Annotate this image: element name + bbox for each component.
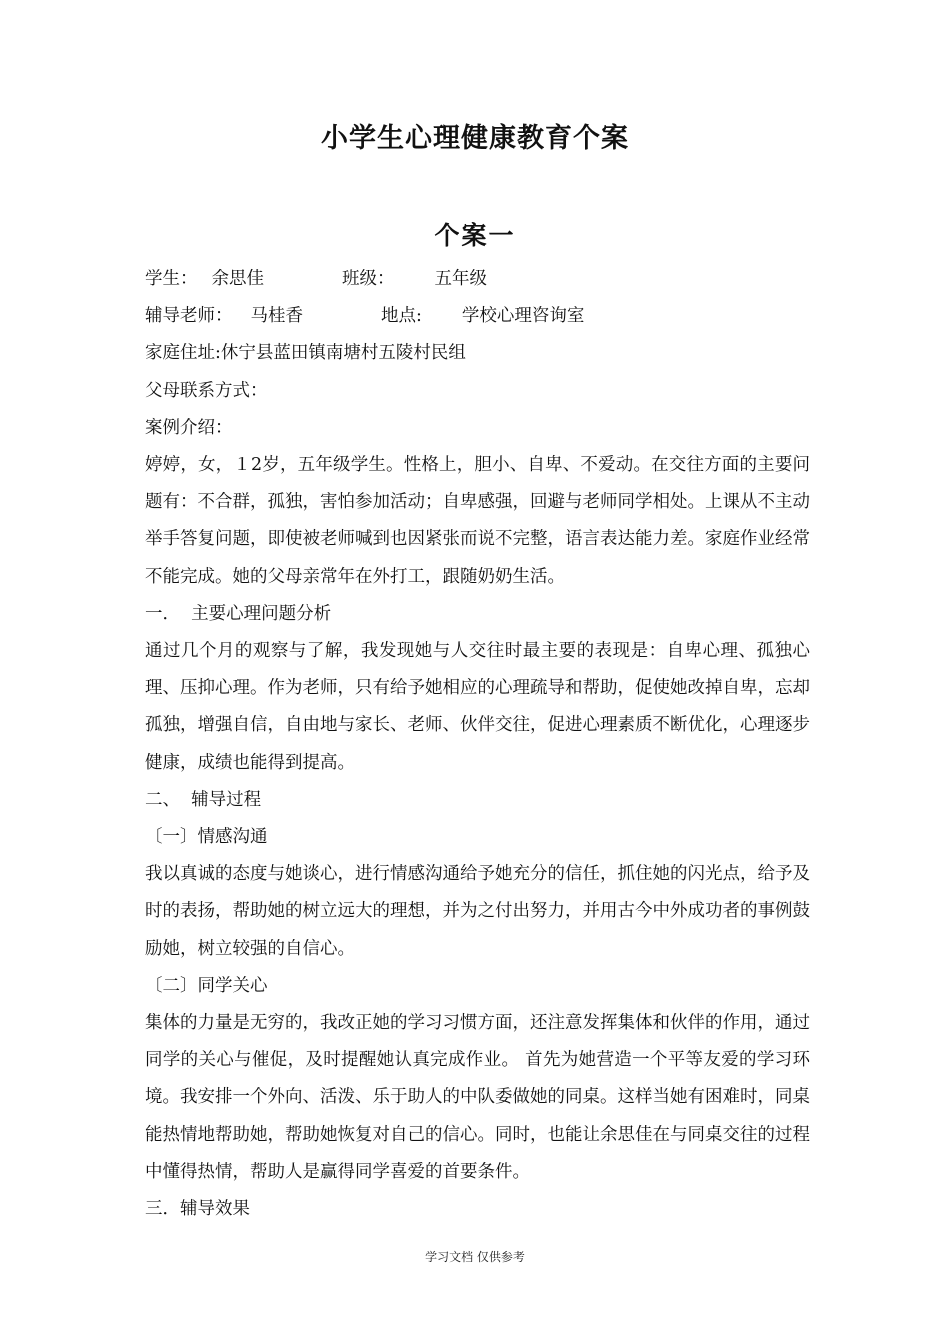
document-title: 小学生心理健康教育个案 <box>321 123 629 154</box>
section1-paragraph: 通过几个月的观察与了解，我发现她与人交往时最主要的表现是：自卑心理、孤独心理、压抑心理。作为老师，只有给予她相应的心理疏导和帮助，促使她改掉自卑，忘却孤独，增强自信，自由地与家长、老师、伙伴交往，促进心理素质不断优化，心理逐步健康，成绩也能得到提高。 <box>145 640 810 773</box>
section3-heading: 三．辅导效果 <box>145 1198 250 1219</box>
address-line: 家庭住址:休宁县蓝田镇南塘村五陵村民组 <box>145 343 466 364</box>
student-label: 学生： <box>145 269 198 289</box>
subsection1-paragraph: 我以真诚的态度与她谈心，进行情感沟通给予她充分的信任，抓住她的闪光点，给予及时的表扬，帮助她的树立远大的理想，并为之付出努力，并用古今中外成功者的事例鼓励她，树立较强的自信心。 <box>145 864 810 959</box>
class-value: 五年级 <box>434 269 487 289</box>
case-subtitle: 个案一 <box>434 221 516 250</box>
case-intro-label: 案例介绍： <box>145 417 233 438</box>
class-label: 班级： <box>342 269 395 289</box>
subsection2-heading: 〔二〕同学关心 <box>145 975 268 996</box>
teacher-info-line <box>145 298 810 335</box>
section2-heading: 二、 辅导过程 <box>145 789 262 810</box>
case-intro-paragraph: 婷婷，女，１2岁，五年级学生。性格上，胆小、自卑、不爱动。在交往方面的主要问题有：不合群，孤独，害怕参加活动；自卑感强，回避与老师同学相处。上课从不主动举手答复问题，即使被老师喊到也因紧张而说不完整，语言表达能力差。家庭作业经常不能完成。她的父母亲常年在外打工，跟随奶奶生活。 <box>145 454 810 587</box>
teacher-label: 辅导老师： <box>145 306 233 327</box>
subsection1-heading: 〔一〕情感沟通 <box>145 826 268 847</box>
document-body <box>145 261 810 1228</box>
parents-contact-line: 父母联系方式： <box>145 380 268 401</box>
section1-heading: 一． 主要心理问题分析 <box>145 603 332 624</box>
student-name: 余思佳 <box>211 269 264 289</box>
place-value: 学校心理咨询室 <box>461 306 585 327</box>
page-footer: 学习文档 仅供参考 <box>425 1250 525 1264</box>
subsection2-paragraph: 集体的力量是无穷的，我改正她的学习习惯方面，还注意发挥集体和伙伴的作用，通过同学的关心与催促，及时提醒她认真完成作业。 首先为她营造一个平等友爱的学习环境。我安排一个外向、活泼、乐于助人的中队委做她的同桌。这样当她有困难时，同桌能热情地帮助她，帮助她恢复对自己的信心。同时，也能让余思佳在与同桌交往的过程中懂得热情，帮助人是赢得同学喜爱的首要条件。 <box>145 1012 810 1182</box>
teacher-name: 马桂香 <box>250 306 303 327</box>
place-label: 地点: <box>381 306 422 327</box>
student-info-line <box>145 261 810 298</box>
